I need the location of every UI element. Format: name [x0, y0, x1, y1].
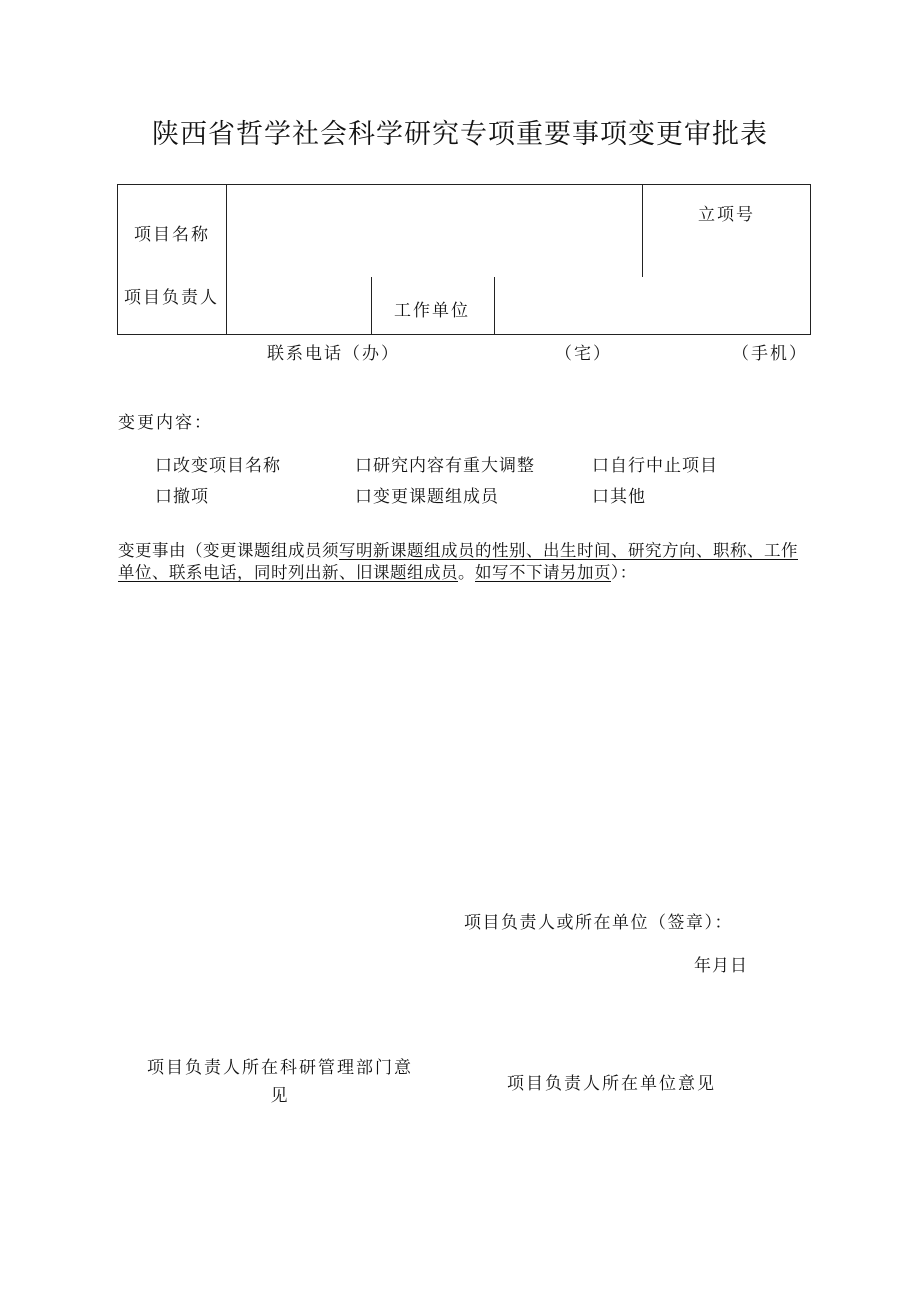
reason-suffix: ）：: [611, 563, 637, 582]
work-unit-label: 工作单位: [394, 301, 470, 321]
signature-label: 项目负责人或所在单位（签章）：: [464, 913, 733, 933]
phone-office-label: 联系电话（办）: [267, 344, 400, 364]
phone-home-label: （宅）: [555, 344, 612, 364]
reason-part2: 写明新课题组成员的性别、出生时间、研究方向、职称、工作单位、联系电话，同时列出新、旧课题组成员: [118, 541, 798, 582]
reason-prefix: 变更事由（: [118, 541, 203, 560]
table-left-border: [117, 184, 118, 335]
checkbox-rename-project[interactable]: 口改变项目名称: [155, 456, 281, 476]
table-top-border: [117, 184, 811, 185]
checkbox-withdraw-project[interactable]: 口撤项: [155, 487, 209, 507]
signature-date: 年月日: [694, 956, 748, 976]
table-leader-divider: [371, 277, 372, 335]
project-id-label: 立项号: [698, 205, 755, 225]
checkbox-major-content-adjustment[interactable]: 口研究内容有重大调整: [355, 456, 535, 476]
table-label-divider: [226, 184, 227, 335]
change-content-label: 变更内容：: [118, 413, 213, 433]
table-id-divider: [642, 184, 643, 277]
checkbox-other[interactable]: 口其他: [592, 487, 646, 507]
reason-sep: 。: [458, 563, 475, 582]
research-dept-opinion-label: 项目负责人所在科研管理部门意见: [147, 1058, 413, 1106]
table-bottom-border: [117, 334, 811, 335]
reason-part3: 如写不下请另加页: [475, 563, 611, 582]
phone-mobile-label: （手机）: [732, 344, 808, 364]
reason-part1: 变更课题组成员须: [203, 541, 339, 560]
project-name-label: 项目名称: [134, 225, 210, 245]
checkbox-change-members[interactable]: 口变更课题组成员: [355, 487, 499, 507]
checkbox-terminate-project[interactable]: 口自行中止项目: [592, 456, 718, 476]
project-leader-label: 项目负责人: [124, 288, 219, 308]
change-reason-instructions: [118, 540, 798, 584]
page-title: 陕西省哲学社会科学研究专项重要事项变更审批表: [152, 119, 768, 150]
table-right-border: [810, 184, 811, 335]
unit-opinion-label: 项目负责人所在单位意见: [507, 1074, 716, 1094]
table-unit-divider: [494, 277, 495, 335]
